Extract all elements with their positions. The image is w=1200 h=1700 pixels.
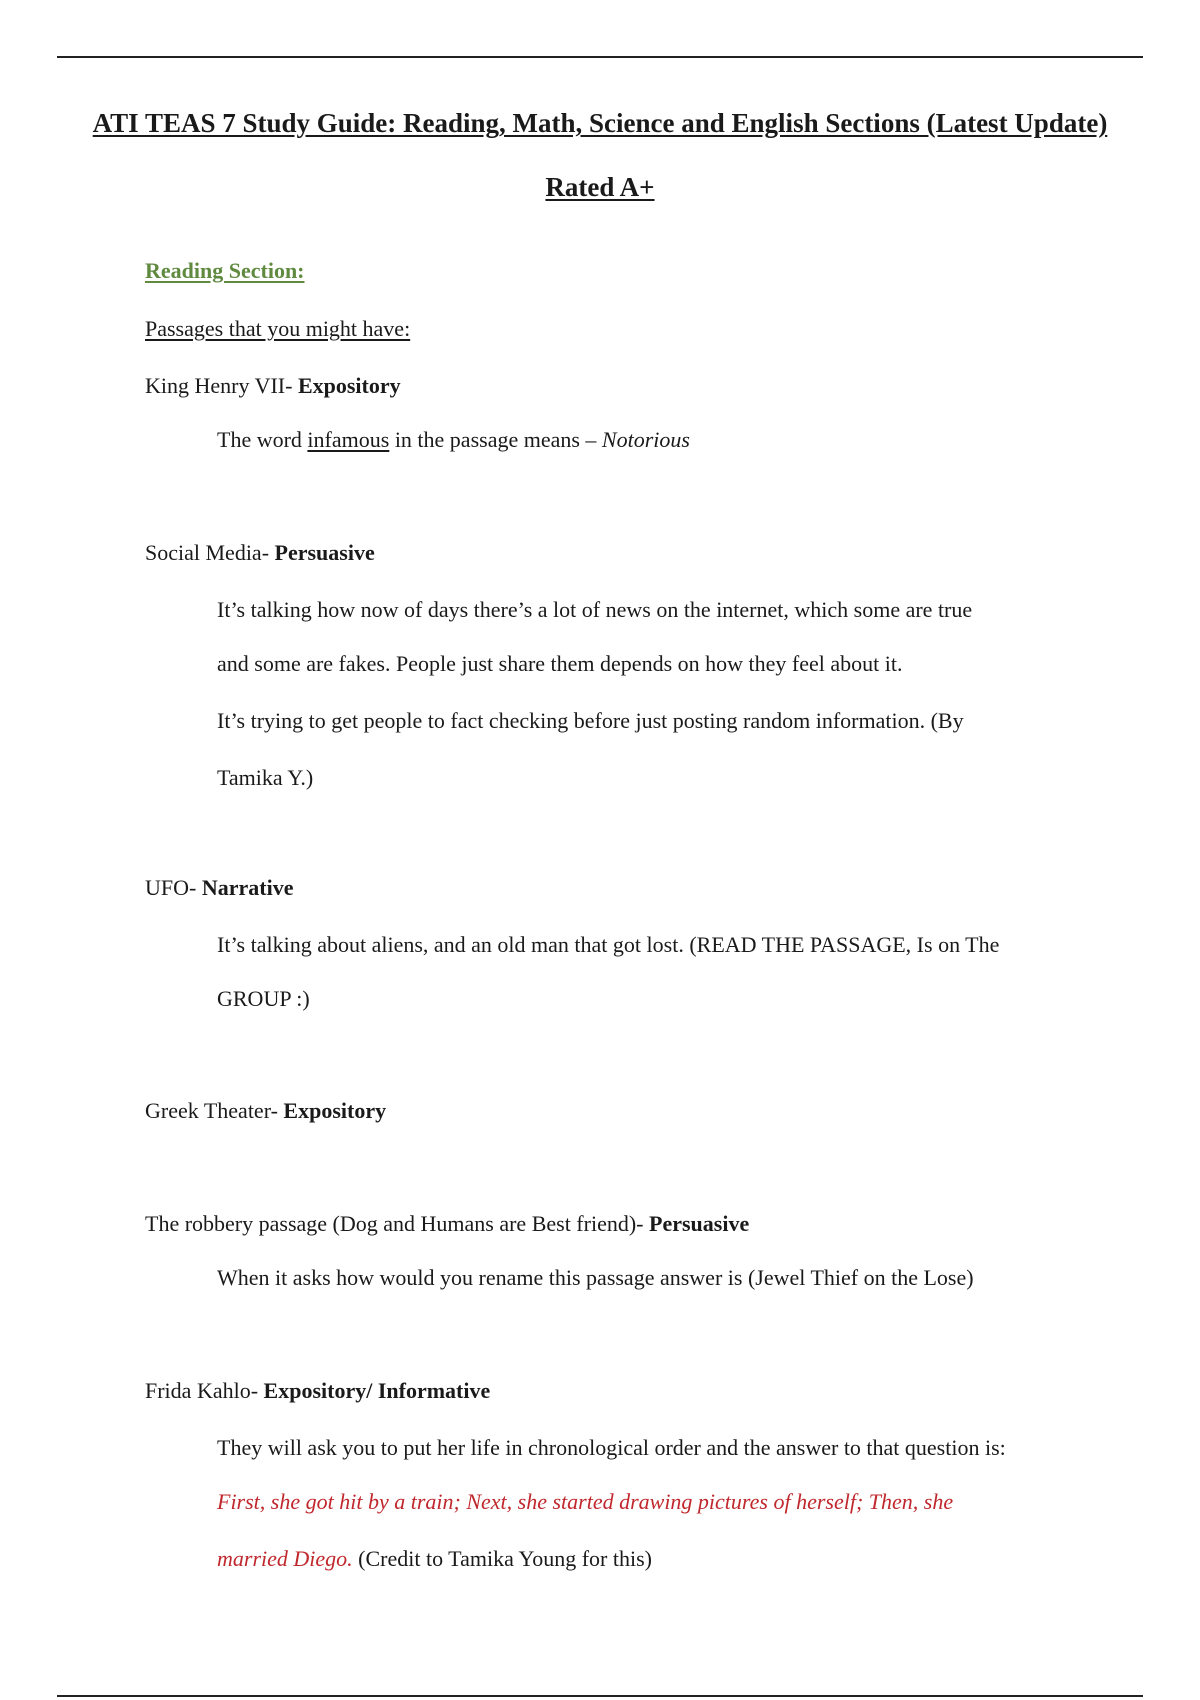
passage-note <box>217 425 690 455</box>
passage-note: and some are fakes. People just share them depends on how they feel about it. <box>217 651 903 676</box>
passage-title: Greek Theater- <box>145 1098 284 1123</box>
passage-type: Persuasive <box>649 1211 750 1236</box>
passage-type: Expository/ Informative <box>263 1378 491 1403</box>
passage-title-ufo <box>145 873 293 903</box>
passage-note <box>217 1544 652 1574</box>
bottom-rule <box>57 1695 1143 1697</box>
passage-type: Expository <box>283 1098 387 1123</box>
answer-text: married Diego. <box>217 1546 353 1571</box>
passage-note: They will ask you to put her life in chronological order and the answer to that question is: <box>217 1435 1006 1460</box>
passage-title-social-media <box>145 538 375 568</box>
passage-title: Social Media- <box>145 540 275 565</box>
passage-type: Narrative <box>201 875 294 900</box>
passage-type: Expository <box>297 373 401 398</box>
passage-note: It’s talking about aliens, and an old man that got lost. (READ THE PASSAGE, Is on The <box>217 932 1000 957</box>
credit-text: (Credit to Tamika Young for this) <box>352 1546 652 1571</box>
passage-title-robbery <box>145 1209 749 1239</box>
top-rule <box>57 56 1143 58</box>
passage-title: Frida Kahlo- <box>145 1378 264 1403</box>
document-title-rating: Rated A+ <box>545 172 655 202</box>
document-title: ATI TEAS 7 Study Guide: Reading, Math, Science and English Sections (Latest Update) <box>92 108 1108 138</box>
vocab-answer: Notorious <box>601 427 690 452</box>
vocab-word: infamous <box>307 427 390 452</box>
passage-note: It’s trying to get people to fact checking before just posting random information. (By <box>217 708 964 733</box>
passages-subheading: Passages that you might have: <box>145 316 411 341</box>
passage-title: The robbery passage (Dog and Humans are Best friend)- <box>145 1211 649 1236</box>
passage-title-frida-kahlo <box>145 1376 490 1406</box>
passage-note: Tamika Y.) <box>217 765 314 790</box>
passage-note: It’s talking how now of days there’s a lot of news on the internet, which some are true <box>217 597 973 622</box>
answer-text: First, she got hit by a train; Next, she started drawing pictures of herself; Then, she <box>217 1489 954 1514</box>
passage-title: UFO- <box>145 875 202 900</box>
note-text: The word <box>217 427 308 452</box>
reading-section-heading: Reading Section: <box>145 258 305 283</box>
passage-title-greek-theater <box>145 1096 386 1126</box>
note-text: in the passage means – <box>389 427 602 452</box>
passage-title-king-henry <box>145 371 401 401</box>
passage-title: King Henry VII- <box>145 373 298 398</box>
passage-type: Persuasive <box>274 540 375 565</box>
passage-note: GROUP :) <box>217 986 310 1011</box>
passage-note: When it asks how would you rename this passage answer is (Jewel Thief on the Lose) <box>217 1265 974 1290</box>
